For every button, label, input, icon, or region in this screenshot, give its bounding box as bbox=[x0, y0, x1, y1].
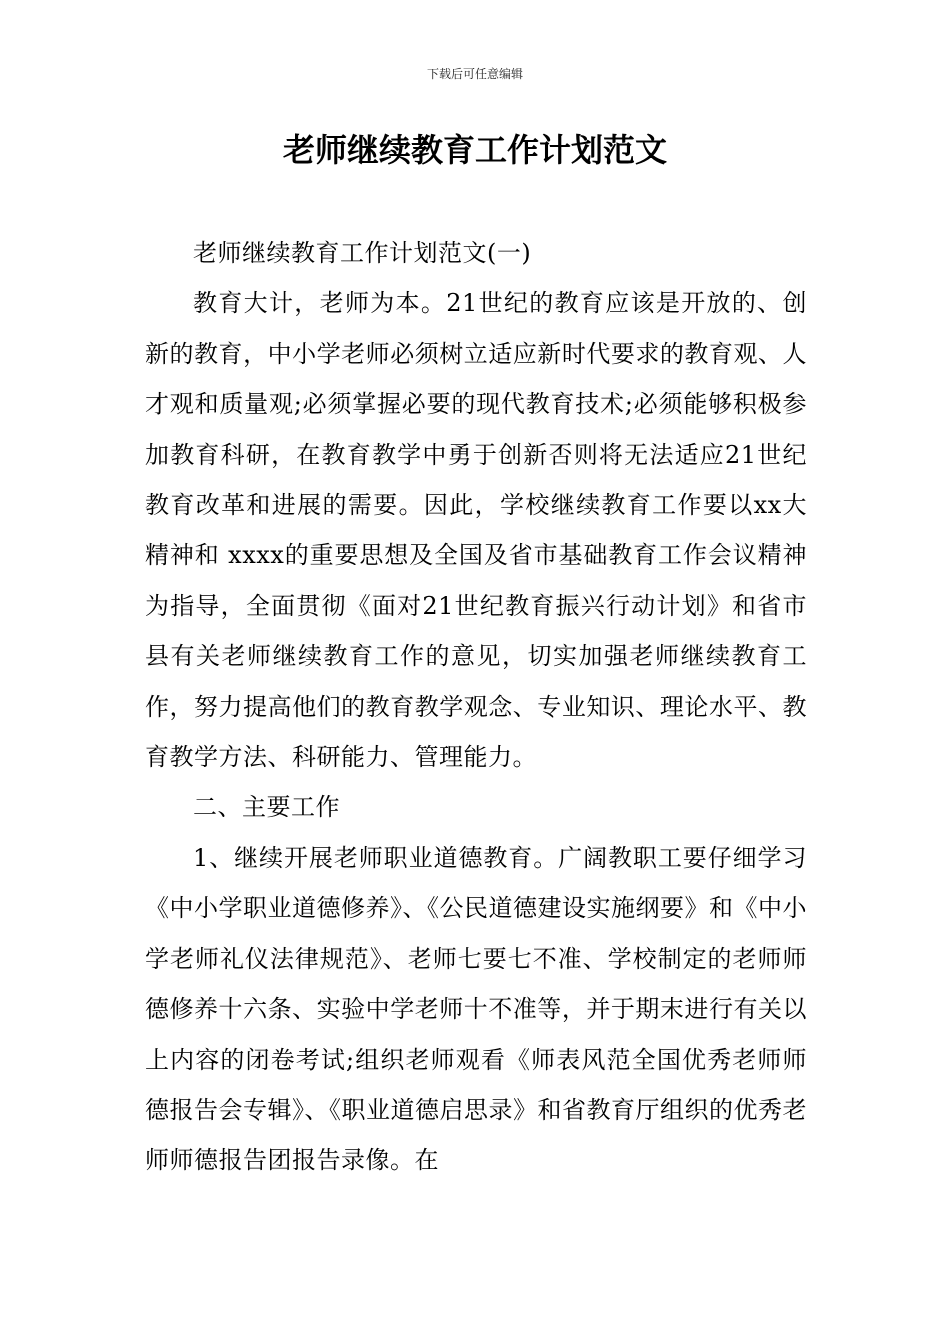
document-body bbox=[145, 228, 807, 1186]
paragraph-subtitle: 老师继续教育工作计划范文(一) bbox=[193, 239, 532, 267]
paragraph-item-1: 1、继续开展老师职业道德教育。广阔教职工要仔细学习《中小学职业道德修养》、《公民道德建设实施纲要》和《中小学老师礼仪法律规范》、老师七要七不准、学校制定的老师师德修养十六条、实验中学老师十不准等，并于期末进行有关以上内容的闭卷考试;组织老师观看《师表风范全国优秀老师师德报告会专辑》、《职业道德启思录》和省教育厅组织的优秀老师师德报告团报告录像。在 bbox=[145, 843, 807, 1175]
page-header-note: 下载后可任意编辑 bbox=[426, 67, 523, 81]
document-title: 老师继续教育工作计划范文 bbox=[282, 131, 667, 169]
paragraph-intro: 教育大计，老师为本。21世纪的教育应该是开放的、创新的教育，中小学老师必须树立适应新时代要求的教育观、人才观和质量观;必须掌握必要的现代教育技术;必须能够积极参加教育科研，在教育教学中勇于创新否则将无法适应21世纪教育改革和进展的需要。因此，学校继续教育工作要以xx大精神和 xxxx的重要思想及全国及省市基础教育工作会议精神为指导，全面贯彻《面对21世纪教育振兴行动计划》和省市县有关老师继续教育工作的意见，切实加强老师继续教育工作，努力提高他们的教育教学观念、专业知识、理论水平、教育教学方法、科研能力、管理能力。 bbox=[145, 289, 807, 772]
section-heading-main-work: 二、主要工作 bbox=[193, 793, 340, 822]
